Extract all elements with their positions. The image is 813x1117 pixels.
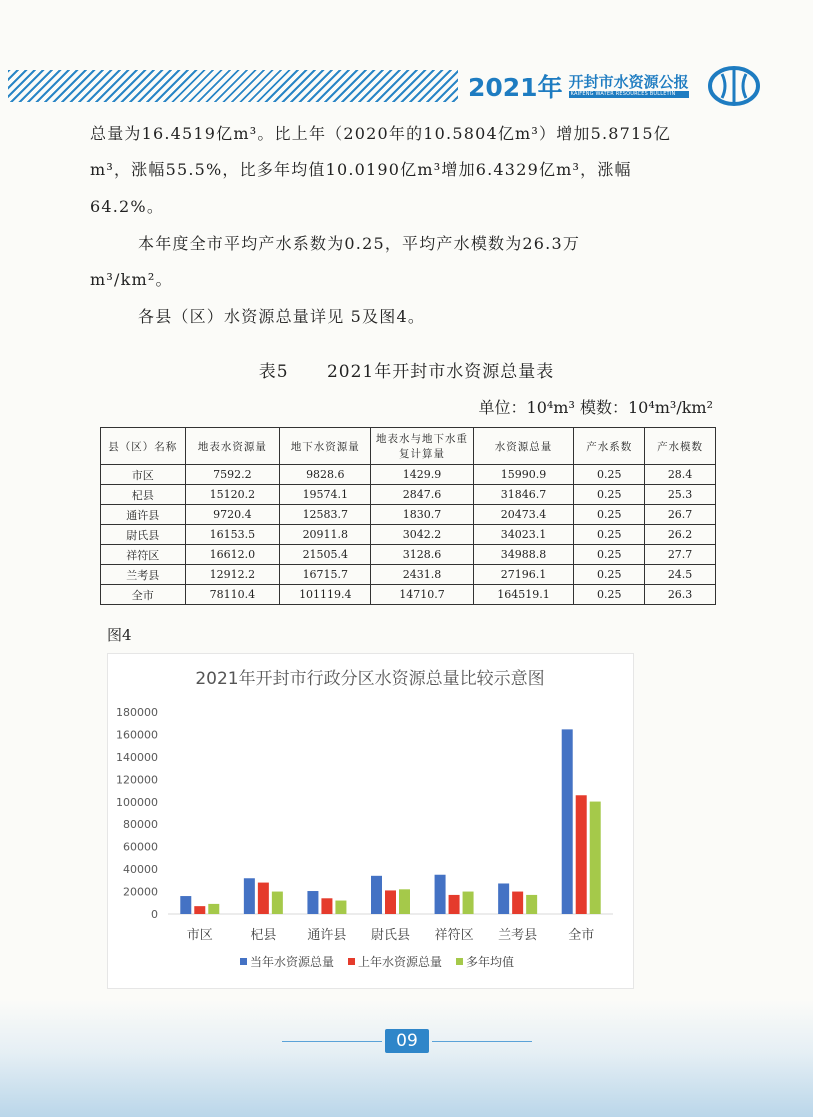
header-title: 开封市水资源公报 — [568, 73, 689, 91]
y-tick-label: 120000 — [116, 773, 158, 787]
header-brand — [468, 68, 689, 104]
table-cell: 24.5 — [645, 565, 716, 585]
table-caption-number: 表5 — [258, 362, 289, 382]
bar — [258, 883, 269, 914]
bar — [194, 906, 205, 914]
bar — [180, 896, 191, 914]
table-cell: 19574.1 — [280, 485, 371, 505]
bar — [335, 901, 346, 914]
table-cell: 15120.2 — [185, 485, 280, 505]
bar — [208, 904, 219, 914]
chart-container — [107, 653, 634, 989]
footer-line-right — [432, 1041, 532, 1042]
table-cell: 1429.9 — [371, 465, 473, 485]
x-tick-label: 市区 — [186, 928, 213, 943]
table-cell: 15990.9 — [473, 465, 574, 485]
paragraph-line-1: 总量为16.4519亿m³。比上年（2020年的10.5804亿m³）增加5.8715亿 — [90, 124, 672, 143]
header-stripe — [8, 70, 458, 102]
table-row — [101, 525, 716, 545]
table-unit: 单位：10⁴m³ 模数：10⁴m³/km² — [478, 398, 713, 417]
table-header: 产水系数 — [574, 428, 645, 465]
figure-label: 图4 — [107, 626, 132, 644]
bar — [562, 729, 573, 914]
table-cell: 27.7 — [645, 545, 716, 565]
table-cell: 9828.6 — [280, 465, 371, 485]
bar — [576, 795, 587, 914]
table-cell: 20911.8 — [280, 525, 371, 545]
table-cell: 0.25 — [574, 585, 645, 605]
bar — [498, 883, 509, 914]
table-cell: 26.7 — [645, 505, 716, 525]
paragraph-line-3: 64.2%。 — [90, 197, 165, 216]
table-cell: 12912.2 — [185, 565, 280, 585]
table-cell: 0.25 — [574, 485, 645, 505]
logo-icon — [708, 66, 760, 106]
table-cell: 9720.4 — [185, 505, 280, 525]
table-header: 产水模数 — [645, 428, 716, 465]
footer-line-left — [282, 1041, 382, 1042]
table-cell: 25.3 — [645, 485, 716, 505]
legend-swatch — [240, 958, 247, 965]
y-tick-label: 40000 — [123, 863, 158, 877]
table-cell: 市区 — [101, 465, 186, 485]
y-tick-label: 180000 — [116, 706, 158, 719]
legend-swatch — [348, 958, 355, 965]
table-cell: 26.3 — [645, 585, 716, 605]
paragraph-line-5: m³/km²。 — [90, 270, 173, 289]
bar — [244, 878, 255, 914]
y-tick-label: 160000 — [116, 728, 158, 742]
bar — [321, 898, 332, 914]
table-cell: 16612.0 — [185, 545, 280, 565]
bar — [307, 891, 318, 914]
y-tick-label: 0 — [151, 908, 158, 921]
legend-swatch — [456, 958, 463, 965]
table-header: 地下水资源量 — [280, 428, 371, 465]
header-subtitle: KAIFENG WATER RESOURCES BULLETIN — [569, 91, 689, 98]
table-cell: 0.25 — [574, 545, 645, 565]
x-tick-label: 杞县 — [250, 928, 277, 943]
table-row — [101, 585, 716, 605]
table-cell: 3042.2 — [371, 525, 473, 545]
bar — [449, 895, 460, 914]
table-cell: 2847.6 — [371, 485, 473, 505]
table-cell: 全市 — [101, 585, 186, 605]
paragraph-line-4: 本年度全市平均产水系数为0.25，平均产水模数为26.3万 — [138, 234, 581, 253]
table-cell: 34023.1 — [473, 525, 574, 545]
y-tick-label: 60000 — [123, 840, 158, 854]
page-number: 09 — [385, 1029, 429, 1053]
chart-title: 2021年开封市行政分区水资源总量比较示意图 — [195, 669, 545, 689]
bar — [526, 895, 537, 914]
table-row — [101, 565, 716, 585]
header-year: 2021年 — [468, 73, 563, 102]
table-cell: 0.25 — [574, 465, 645, 485]
x-tick-label: 全市 — [568, 928, 595, 943]
table-cell: 14710.7 — [371, 585, 473, 605]
table-cell: 0.25 — [574, 565, 645, 585]
y-tick-label: 80000 — [123, 818, 158, 832]
table-cell: 2431.8 — [371, 565, 473, 585]
legend-label: 上年水资源总量 — [358, 955, 443, 969]
table-cell: 通许县 — [101, 505, 186, 525]
legend-label: 当年水资源总量 — [250, 955, 335, 969]
bar — [371, 876, 382, 914]
legend-label: 多年均值 — [466, 955, 515, 969]
x-tick-label: 通许县 — [307, 928, 347, 943]
table-row — [101, 545, 716, 565]
table-cell: 祥符区 — [101, 545, 186, 565]
footer-background — [0, 1000, 813, 1117]
table-cell: 101119.4 — [280, 585, 371, 605]
bar — [399, 889, 410, 914]
table-cell: 7592.2 — [185, 465, 280, 485]
table-cell: 27196.1 — [473, 565, 574, 585]
table-header-row — [101, 428, 716, 465]
table-cell: 78110.4 — [185, 585, 280, 605]
table-cell: 兰考县 — [101, 565, 186, 585]
bar — [590, 802, 601, 914]
table-header: 县（区）名称 — [101, 428, 186, 465]
bar — [272, 892, 283, 914]
bar — [435, 875, 446, 914]
x-tick-label: 祥符区 — [434, 928, 474, 943]
table-cell: 杞县 — [101, 485, 186, 505]
table-row — [101, 505, 716, 525]
table-cell: 31846.7 — [473, 485, 574, 505]
bar — [512, 892, 523, 914]
table-caption-title: 2021年开封市水资源总量表 — [326, 362, 555, 382]
table-caption — [0, 357, 813, 382]
table-cell: 0.25 — [574, 525, 645, 545]
table-cell: 尉氏县 — [101, 525, 186, 545]
bar — [385, 890, 396, 914]
table-header: 水资源总量 — [473, 428, 574, 465]
table-cell: 1830.7 — [371, 505, 473, 525]
table-cell: 0.25 — [574, 505, 645, 525]
paragraph-line-2: m³，涨幅55.5%，比多年均值10.0190亿m³增加6.4329亿m³，涨幅 — [90, 160, 632, 179]
water-resources-table — [100, 427, 716, 605]
y-tick-label: 140000 — [116, 750, 158, 764]
table-cell: 26.2 — [645, 525, 716, 545]
y-tick-label: 20000 — [123, 885, 158, 899]
x-tick-label: 尉氏县 — [370, 928, 411, 943]
y-tick-label: 100000 — [116, 795, 158, 809]
table-cell: 34988.8 — [473, 545, 574, 565]
table-header: 地表水与地下水重复计算量 — [371, 428, 473, 465]
x-tick-label: 兰考县 — [498, 928, 538, 943]
table-header: 地表水资源量 — [185, 428, 280, 465]
table-cell: 164519.1 — [473, 585, 574, 605]
table-cell: 28.4 — [645, 465, 716, 485]
table-row — [101, 465, 716, 485]
table-cell: 12583.7 — [280, 505, 371, 525]
table-cell: 16715.7 — [280, 565, 371, 585]
bar — [463, 892, 474, 914]
paragraph-line-6: 各县（区）水资源总量详见 5及图4。 — [138, 307, 426, 326]
table-cell: 3128.6 — [371, 545, 473, 565]
table-row — [101, 485, 716, 505]
table-cell: 20473.4 — [473, 505, 574, 525]
water-resources-chart — [108, 654, 633, 988]
table-cell: 16153.5 — [185, 525, 280, 545]
table-cell: 21505.4 — [280, 545, 371, 565]
